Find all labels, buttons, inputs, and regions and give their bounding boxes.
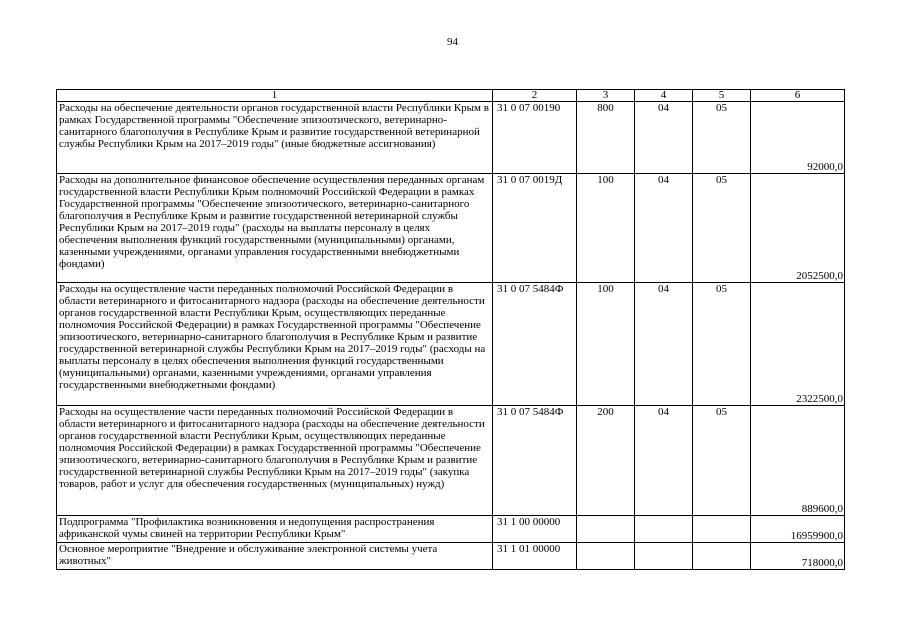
table-row	[57, 516, 845, 543]
row-code: 31 0 07 5484Ф	[493, 283, 577, 406]
table-row	[57, 102, 845, 174]
table-row	[57, 543, 845, 570]
header-col-3: 3	[577, 90, 635, 102]
row-col3: 800	[577, 102, 635, 174]
table-row	[57, 283, 845, 406]
row-col3: 100	[577, 283, 635, 406]
row-description: Расходы на осуществление части переданных полномочий Российской Федерации в области ветеринарного и фитосанитарного надзора (расходы на обеспечение деятельности органов государственной власти Республики Крым, осуществляющих переданные полномочия Российской Федерации) в рамках Государственной программы "Обеспечение эпизоотического, ветеринарно-санитарного благополучия в Республике Крым и развитие государственной ветеринарной службы Республики Крым на 2017–2019 годы" (закупка товаров, работ и услуг для обеспечения государственных (муниципальных) нужд)	[57, 406, 493, 516]
table-row	[57, 174, 845, 283]
row-col4	[635, 516, 693, 543]
row-col5: 05	[693, 174, 751, 283]
header-col-4: 4	[635, 90, 693, 102]
header-row	[57, 90, 845, 102]
row-col3: 200	[577, 406, 635, 516]
row-amount: 889600,0	[751, 406, 845, 516]
page-number: 94	[447, 36, 458, 48]
row-col5: 05	[693, 406, 751, 516]
header-col-5: 5	[693, 90, 751, 102]
row-col4: 04	[635, 174, 693, 283]
row-code: 31 0 07 0019Д	[493, 174, 577, 283]
row-amount: 2052500,0	[751, 174, 845, 283]
row-col4: 04	[635, 102, 693, 174]
row-code: 31 0 07 5484Ф	[493, 406, 577, 516]
row-code: 31 1 00 00000	[493, 516, 577, 543]
row-description: Основное мероприятие "Внедрение и обслуживание электронной системы учета животных"	[57, 543, 493, 570]
row-col4: 04	[635, 406, 693, 516]
row-description: Расходы на осуществление части переданных полномочий Российской Федерации в области ветеринарного и фитосанитарного надзора (расходы на обеспечение деятельности органов государственной власти Республики Крым, осуществляющих переданные полномочия Российской Федерации) в рамках Государственной программы "Обеспечение эпизоотического, ветеринарно-санитарного благополучия в Республике Крым и развитие государственной ветеринарной службы Республики Крым на 2017–2019 годы" (расходы на выплаты персоналу в целях обеспечения выполнения функций государственными (муниципальными) органами, казенными учреждениями, органами управления государственными внебюджетными фондами)	[57, 283, 493, 406]
row-description: Подпрограмма "Профилактика возникновения и недопущения распространения африканской чумы свиней на территории Республики Крым"	[57, 516, 493, 543]
table-row	[57, 406, 845, 516]
row-amount: 2322500,0	[751, 283, 845, 406]
row-description: Расходы на обеспечение деятельности органов государственной власти Республики Крым в рамках Государственной программы "Обеспечение эпизоотического, ветеринарно-санитарного благополучия в Республике Крым и развитие государственной ветеринарной службы Республики Крым на 2017–2019 годы" (иные бюджетные ассигнования)	[57, 102, 493, 174]
row-code: 31 1 01 00000	[493, 543, 577, 570]
row-col3: 100	[577, 174, 635, 283]
header-col-6: 6	[751, 90, 845, 102]
header-col-1: 1	[57, 90, 493, 102]
header-col-2: 2	[493, 90, 577, 102]
budget-table	[56, 89, 845, 570]
row-col5: 05	[693, 102, 751, 174]
row-amount: 92000,0	[751, 102, 845, 174]
row-col3	[577, 516, 635, 543]
row-col3	[577, 543, 635, 570]
row-description: Расходы на дополнительное финансовое обеспечение осуществления переданных органам государственной власти Республики Крым полномочий Российской Федерации в рамках Государственной программы "Обеспечение эпизоотического, ветеринарно-санитарного благополучия в Республике Крым и развитие государственной ветеринарной службы Республики Крым на 2017–2019 годы" (расходы на выплаты персоналу в целях обеспечения выполнения функций государственными (муниципальными) органами, казенными учреждениями, органами управления государственными внебюджетными фондами)	[57, 174, 493, 283]
row-col4	[635, 543, 693, 570]
row-code: 31 0 07 00190	[493, 102, 577, 174]
row-amount: 718000,0	[751, 543, 845, 570]
row-col5	[693, 543, 751, 570]
row-col4: 04	[635, 283, 693, 406]
row-col5: 05	[693, 283, 751, 406]
row-amount: 16959900,0	[751, 516, 845, 543]
row-col5	[693, 516, 751, 543]
